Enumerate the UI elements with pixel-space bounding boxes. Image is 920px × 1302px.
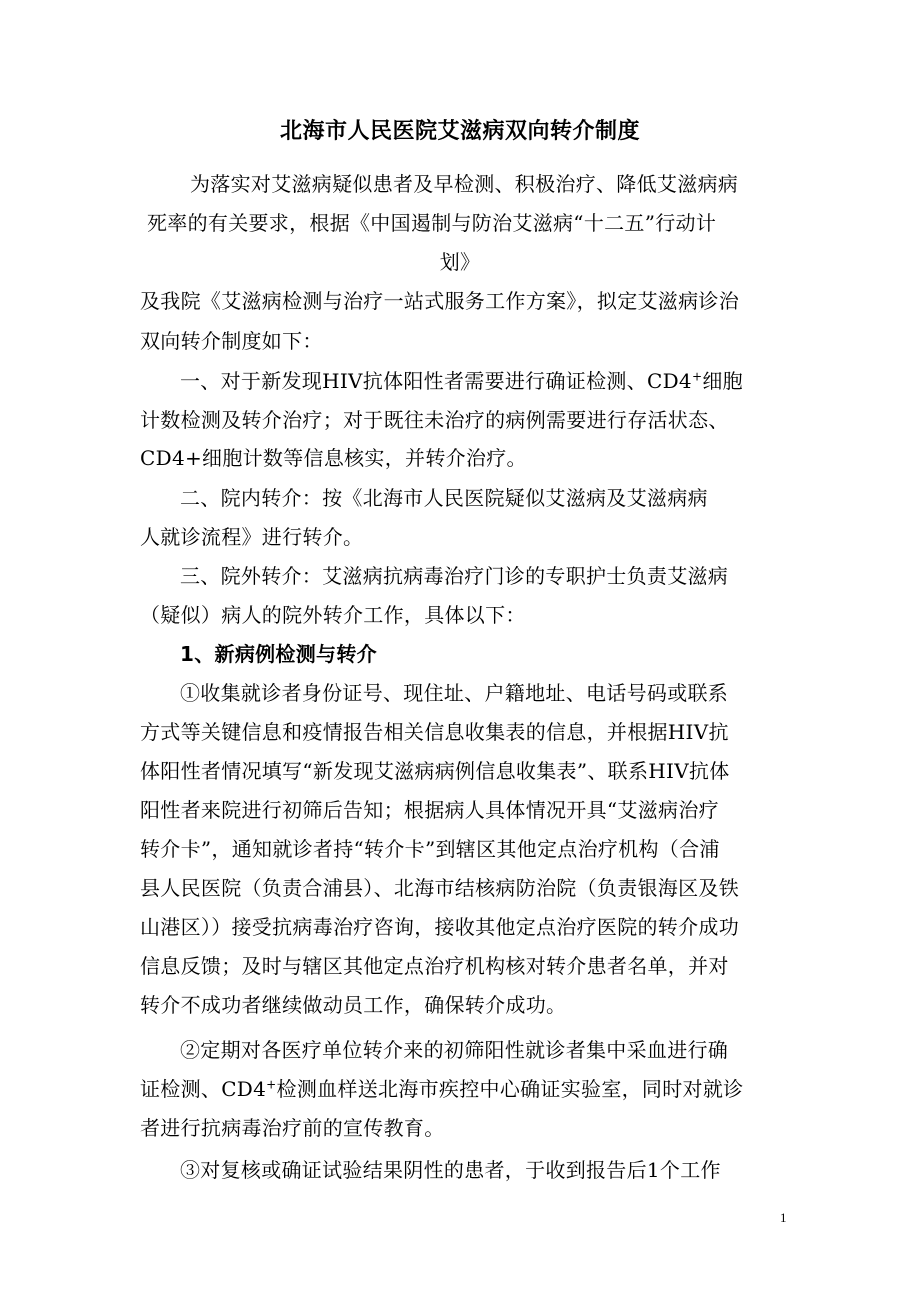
intro-line: 双向转介制度如下： — [140, 329, 323, 353]
item1-line: 县人民医院（负责合浦县）、北海市结核病防治院（负责银海区及铁 — [140, 876, 739, 900]
page-number: 1 — [780, 1210, 787, 1225]
section1-text: 一、对于新发现HIV抗体阳性者需要进行确证检测、CD4 — [180, 369, 692, 393]
section1-line: 计数检测及转介治疗；对于既往未治疗的病例需要进行存活状态、 — [140, 408, 729, 432]
item3-line: ③对复核或确证试验结果阴性的患者，于收到报告后1个工作 — [180, 1158, 721, 1182]
superscript-plus: + — [266, 1077, 277, 1092]
item1-line: 转介不成功者继续做动员工作，确保转介成功。 — [140, 993, 567, 1017]
item2-text: 检测血样送北海市疾控中心确证实验室，同时对就诊 — [276, 1077, 744, 1101]
subheading: 1、新病例检测与转介 — [180, 642, 377, 666]
item1-line: 方式等关键信息和疫情报告相关信息收集表的信息，并根据HIV抗 — [140, 720, 729, 744]
document-title: 北海市人民医院艾滋病双向转介制度 — [279, 119, 640, 144]
section3-line: 三、院外转介：艾滋病抗病毒治疗门诊的专职护士负责艾滋病 — [180, 564, 729, 588]
item1-line: 山港区））接受抗病毒治疗咨询，接收其他定点治疗医院的转介成功 — [140, 915, 739, 939]
section1-line — [180, 367, 743, 395]
item1-line: ①收集就诊者身份证号、现住址、户籍地址、电话号码或联系 — [180, 681, 729, 705]
item1-line: 阳性者来院进行初筛后告知；根据病人具体情况开具“艾滋病治疗 — [140, 798, 719, 822]
item2-line — [140, 1075, 743, 1103]
item1-line: 体阳性者情况填写“新发现艾滋病病例信息收集表”、联系HIV抗体 — [140, 759, 730, 783]
section3-line: （疑似）病人的院外转介工作，具体以下： — [140, 603, 526, 627]
superscript-plus: + — [691, 369, 703, 384]
item2-text: 证检测、CD4 — [140, 1077, 267, 1101]
intro-line: 划》 — [439, 250, 481, 274]
section1-text: 细胞 — [702, 369, 743, 393]
intro-line: 为落实对艾滋病疑似患者及早检测、积极治疗、降低艾滋病病 — [190, 172, 739, 196]
item2-line: 者进行抗病毒治疗前的宣传教育。 — [140, 1116, 445, 1140]
section2-line: 二、院内转介：按《北海市人民医院疑似艾滋病及艾滋病病 — [180, 486, 708, 510]
intro-line: 及我院《艾滋病检测与治疗一站式服务工作方案》，拟定艾滋病诊治 — [140, 289, 739, 313]
section1-line: CD4+细胞计数等信息核实，并转介治疗。 — [140, 446, 527, 470]
item1-line: 转介卡”，通知就诊者持“转介卡”到辖区其他定点治疗机构（合浦 — [140, 837, 720, 861]
intro-line: 死率的有关要求，根据《中国遏制与防治艾滋病“十二五”行动计 — [147, 211, 717, 235]
item1-line: 信息反馈；及时与辖区其他定点治疗机构核对转介患者名单，并对 — [140, 954, 729, 978]
section2-line: 人就诊流程》进行转介。 — [140, 525, 364, 549]
item2-line: ②定期对各医疗单位转介来的初筛阳性就诊者集中采血进行确 — [180, 1038, 729, 1062]
